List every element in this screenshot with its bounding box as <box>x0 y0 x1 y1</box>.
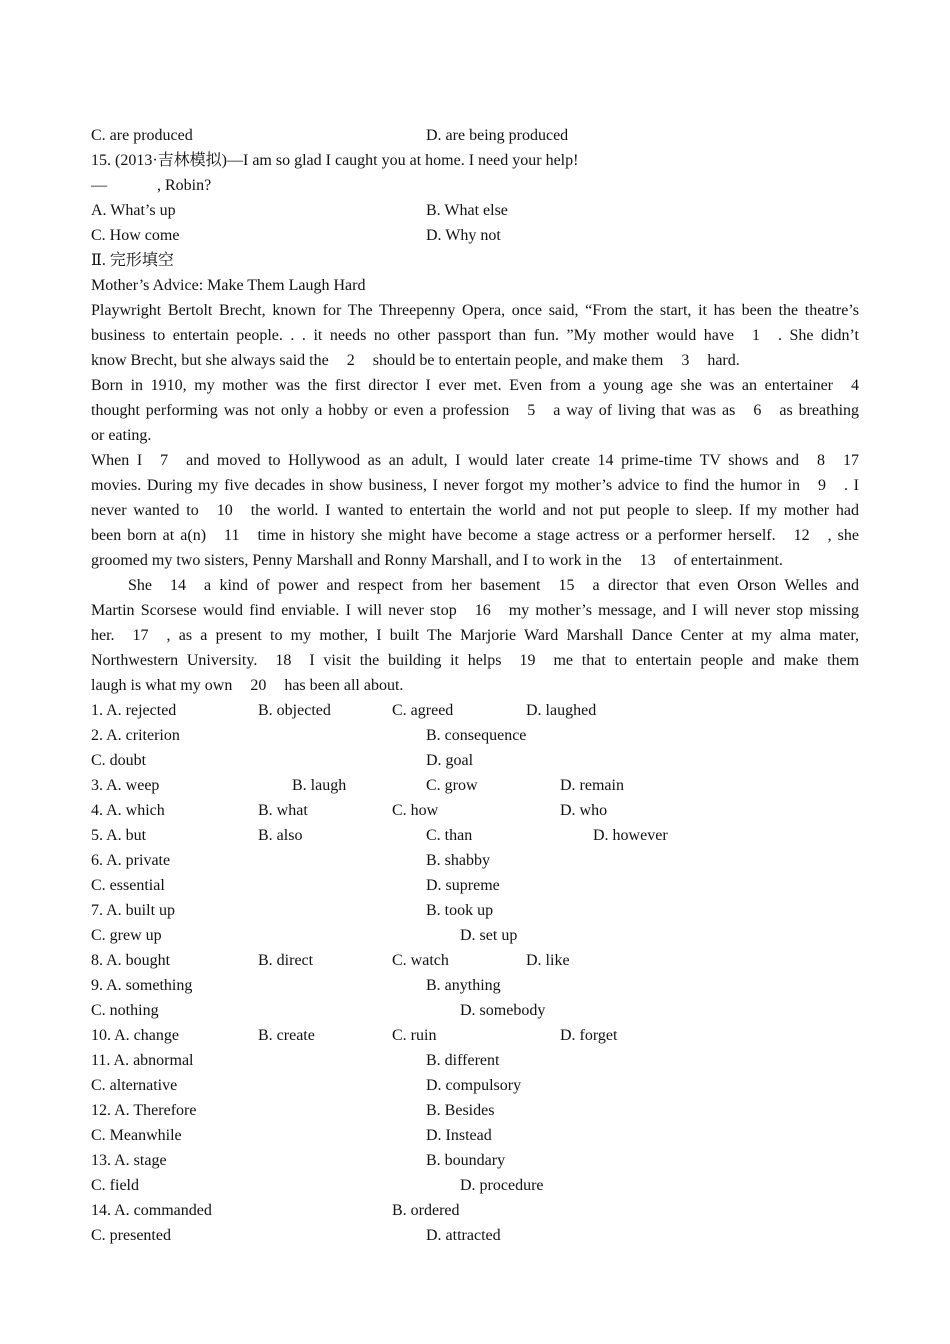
question-row: C. nothing D. somebody <box>91 1002 546 1019</box>
blank-14: 14 <box>170 577 186 594</box>
passage-line: When I 7 and moved to Hollywood as an adult, I would later create 14 prime-time TV shows and 8 17 <box>91 452 860 469</box>
question-row: 10. A. change B. create C. ruin D. forget <box>91 1027 618 1044</box>
blank-13: 13 <box>639 552 656 569</box>
question-row: 6. A. private B. shabby <box>91 852 490 869</box>
passage-line: movies. During my five decades in show business, I never forgot my mother’s advice to find the humor in 9 . I <box>91 477 860 494</box>
blank-19: 19 <box>519 652 536 669</box>
question-row: C. essential D. supreme <box>91 877 500 894</box>
question-row: 13. A. stage B. boundary <box>91 1152 506 1169</box>
q15-options-cd <box>91 223 859 248</box>
question-row: 14. A. commanded B. ordered <box>91 1202 460 1219</box>
passage-line: or eating. <box>91 427 152 444</box>
question-row: C. presented D. attracted <box>91 1227 501 1244</box>
question-row: C. alternative D. compulsory <box>91 1077 522 1094</box>
passage-line: her. 17 , as a present to my mother, I built The Marjorie Ward Marshall Dance Center at my alma mater, <box>91 627 859 644</box>
question-row: 4. A. which B. what C. how D. who <box>91 802 608 819</box>
passage-line: business to entertain people. . . it needs no other passport than fun. ”My mother would have 1 . She didn’t <box>91 327 859 344</box>
option-b: B. What else <box>426 202 508 219</box>
blank-18: 18 <box>275 652 292 669</box>
option-c: C. How come <box>91 227 180 244</box>
passage-line: Northwestern University. 18 I visit the building it helps 19 me that to entertain people and make them <box>91 652 860 669</box>
blank-9: 9 <box>817 477 826 494</box>
passage-line: laugh is what my own 20 has been all about. <box>91 677 404 694</box>
question-row: C. grew up D. set up <box>91 927 518 944</box>
blank-3: 3 <box>681 352 690 369</box>
option-c: C. are produced <box>91 127 193 144</box>
blank-7: 7 <box>160 452 169 469</box>
question-row: C. Meanwhile D. Instead <box>91 1127 492 1144</box>
passage-line: never wanted to 10 the world. I wanted to entertain the world and not put people to sleep. If my mother had <box>91 502 859 519</box>
blank-11: 11 <box>224 527 240 544</box>
passage-line: been born at a(n) 11 time in history she might have become a stage actress or a performer herself. 12 , she <box>91 527 860 544</box>
blank-16: 16 <box>474 602 491 619</box>
option-a: A. What’s up <box>91 202 176 219</box>
passage-title: Mother’s Advice: Make Them Laugh Hard <box>91 277 366 294</box>
passage-line: She 14 a kind of power and respect from her basement 15 a director that even Orson Welles and <box>128 577 860 594</box>
question-row: 9. A. something B. anything <box>91 977 501 994</box>
q15-stem: 15. (2013·吉林模拟)—I am so glad I caught you at home. I need your help! <box>91 152 579 169</box>
blank-1: 1 <box>752 327 760 344</box>
question-row: 12. A. Therefore B. Besides <box>91 1102 495 1119</box>
option-d: D. are being produced <box>426 127 569 144</box>
passage-line: know Brecht, but she always said the 2 should be to entertain people, and make them 3 hard. <box>91 352 740 369</box>
question-row: 3. A. weep B. laugh C. grow D. remain <box>91 777 624 794</box>
q15-reply: — , Robin? <box>91 177 212 194</box>
question-row: 11. A. abnormal B. different <box>91 1052 500 1069</box>
passage-line: Playwright Bertolt Brecht, known for The Threepenny Opera, once said, “From the start, it has been the theatre’s <box>91 302 859 319</box>
blank-8: 8 <box>817 452 826 469</box>
q15-options-ab <box>91 198 859 223</box>
question-row: 2. A. criterion B. consequence <box>91 727 527 744</box>
section-heading: Ⅱ. 完形填空 <box>91 252 174 269</box>
question-row: C. doubt D. goal <box>91 752 474 769</box>
blank-15: 15 <box>558 577 575 594</box>
blank-2: 2 <box>346 352 355 369</box>
question-row: 5. A. but B. also C. than D. however <box>91 827 668 844</box>
blank-4: 4 <box>851 377 859 394</box>
option-d: D. Why not <box>426 227 501 244</box>
blank-10: 10 <box>216 502 233 519</box>
q14-options-cd <box>91 123 859 148</box>
blank-17: 17 <box>132 627 149 644</box>
blank-12: 12 <box>793 527 810 544</box>
blank-5: 5 <box>527 402 536 419</box>
blank-6: 6 <box>753 402 762 419</box>
passage-line: groomed my two sisters, Penny Marshall and Ronny Marshall, and I to work in the 13 of entertainment. <box>91 552 783 569</box>
question-row: C. field D. procedure <box>91 1177 544 1194</box>
passage-line: Martin Scorsese would find enviable. I will never stop 16 my mother’s message, and I will never stop missing <box>91 602 859 619</box>
question-row: 1. A. rejected B. objected C. agreed D. laughed <box>91 702 597 719</box>
blank-20: 20 <box>250 677 267 694</box>
question-row: 8. A. bought B. direct C. watch D. like <box>91 952 570 969</box>
question-row: 7. A. built up B. took up <box>91 902 494 919</box>
passage-line: Born in 1910, my mother was the first director I ever met. Even from a young age she was an entertainer 4 <box>91 377 859 394</box>
passage-line: thought performing was not only a hobby or even a profession 5 a way of living that was as 6 as breathing <box>91 402 860 419</box>
